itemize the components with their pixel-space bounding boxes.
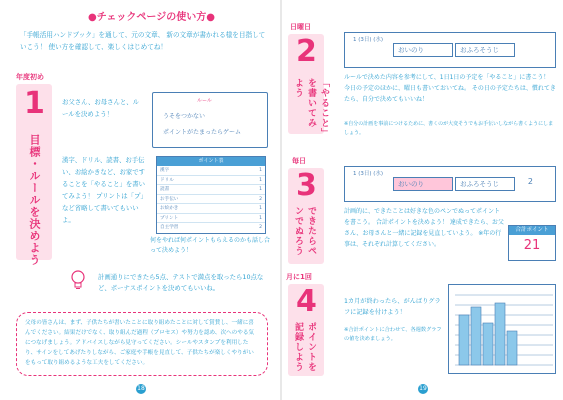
table-row: お絵かき 1 xyxy=(157,204,265,214)
step2-note: ※自分の計画を事前につけるために、書くのが大変そうでもお手伝いしながら書くようにしましょう。 xyxy=(344,121,554,136)
table-row: ドリル 1 xyxy=(157,176,265,186)
table-row: 漢字 1 xyxy=(157,166,265,176)
step4-season: 月に1回 xyxy=(286,273,312,281)
step1-number: 1 xyxy=(24,86,45,121)
step2-title: 「やること」を書いてみよう xyxy=(293,78,329,134)
step2-text: ルールで決めた内容を参考にして、1日1日の予定を「やること」に書こう！ 今日の予定のほかに、曜日も書いておいてね。 その日の予定たちは、慣れてきたら、自分で決めてもいいね！ xyxy=(344,74,556,103)
step3-season: 毎日 xyxy=(292,157,306,165)
graph-bar xyxy=(495,303,505,365)
step2-season: 日曜日 xyxy=(290,23,311,31)
achievement-graph xyxy=(448,284,556,374)
rule-card xyxy=(152,92,268,148)
bonus-text: 計画通りにできたら5点、テストで満点を取ったら10点など、ボーナスポイントを決めてもいいね。 xyxy=(98,273,264,292)
table-note: 何をやれば何ポイントもらえるのかも話し合って決めよう！ xyxy=(150,237,271,254)
parent-note: 父母の皆さんは、まず、子供たちが書いたことに取り組めたことに対して賞賛し、一緒に喜んでください。結果だけでなく、取り組んだ過程（プロセス）や努力を認め、次へのやる気につなげましょう。アドバイスしながら見守ってください。シールやスタンプを利用したり、サインをしてあげたりしながら、ご家庭や手帳を見直して、子供たちが楽しくやりがいをもって取り組めるような工夫をしてください。 xyxy=(16,312,268,376)
intro-text: 「手帳活用ハンドブック」を通して、元の文章、 新の文章が書かれる様を目指していこう！ 使い方を確認して、楽しくはじめてね！ xyxy=(20,31,266,51)
step4-text: 1カ月が終わったら、がんばりグラフに記録を付けよう！ xyxy=(344,298,441,316)
step4-title: ポイントを記録しよう xyxy=(293,322,316,372)
step3-number: 3 xyxy=(296,168,317,203)
page-title: ●チェックページの使い方● xyxy=(88,12,215,23)
point-table-header: ポイント表 xyxy=(157,157,265,166)
step3-log xyxy=(344,166,556,202)
page-number-right: 19 xyxy=(419,385,427,392)
step4-note: ※合計ポイントに合わせて、各週数グラフの値を決めましょう。 xyxy=(344,327,442,342)
log-date: 1 (3日) (水) xyxy=(353,171,384,177)
step2-log xyxy=(344,32,556,68)
table-row: 自主学習 2 xyxy=(160,225,262,230)
lightbulb-icon xyxy=(70,270,86,290)
log-cell-1: おいのり xyxy=(393,43,453,57)
step3-text: 計画的に、できたことは好きな色のペンでぬってポイントを書こう。 合計ポイントを決めよう！ 達成できたら、お父さん、お母さんと一緒に記録を見直していよう。 ※年の行事は、それぞれ計算してください。 xyxy=(344,208,504,248)
table-row: 読書 1 xyxy=(157,185,265,195)
step1-text: お父さん、お母さんと、ルールを決めよう！ xyxy=(62,98,140,118)
table-row: お手伝い 2 xyxy=(157,195,265,205)
point-text: 漢字、ドリル、読書、お手伝い、お絵かきなど、お家ですることを「やること」を書いてみよう！ プリントは「プ」など省略して書いてもいいよ。 xyxy=(62,156,147,224)
step2-number: 2 xyxy=(296,34,317,69)
page-number-left: 18 xyxy=(137,385,145,392)
left-page xyxy=(0,0,281,400)
table-row: プリント 1 xyxy=(157,214,265,224)
graph-bar xyxy=(507,331,517,365)
graph-bar xyxy=(471,307,481,365)
rule-card-header: ルール xyxy=(197,98,212,104)
log-date: 1 (3日) (水) xyxy=(353,37,384,43)
log-points: 2 xyxy=(527,177,533,186)
log-cell-2: おふろそうじ xyxy=(455,177,515,191)
total-points-value: 21 xyxy=(523,238,541,253)
total-points-box xyxy=(508,225,556,261)
total-points-label: 合計ポイント xyxy=(509,226,555,235)
step1-season: 年度初め xyxy=(16,73,44,81)
rule-line-1: うそをつかない xyxy=(163,113,206,120)
log-cell-2: おふろそうじ xyxy=(455,43,515,57)
rule-line-2: ポイントがたまったらゲーム xyxy=(163,129,242,136)
graph-bar xyxy=(459,315,469,365)
step1-title: 目標・ルールを決めよう xyxy=(28,134,41,266)
step3-title: できたらペンでぬろう xyxy=(293,206,316,256)
log-cell-1-done: おいのり xyxy=(393,177,453,191)
point-table xyxy=(156,156,266,234)
graph-bar xyxy=(483,323,493,365)
right-page xyxy=(282,0,563,400)
graph-bars xyxy=(449,285,557,375)
step4-number: 4 xyxy=(296,284,317,319)
